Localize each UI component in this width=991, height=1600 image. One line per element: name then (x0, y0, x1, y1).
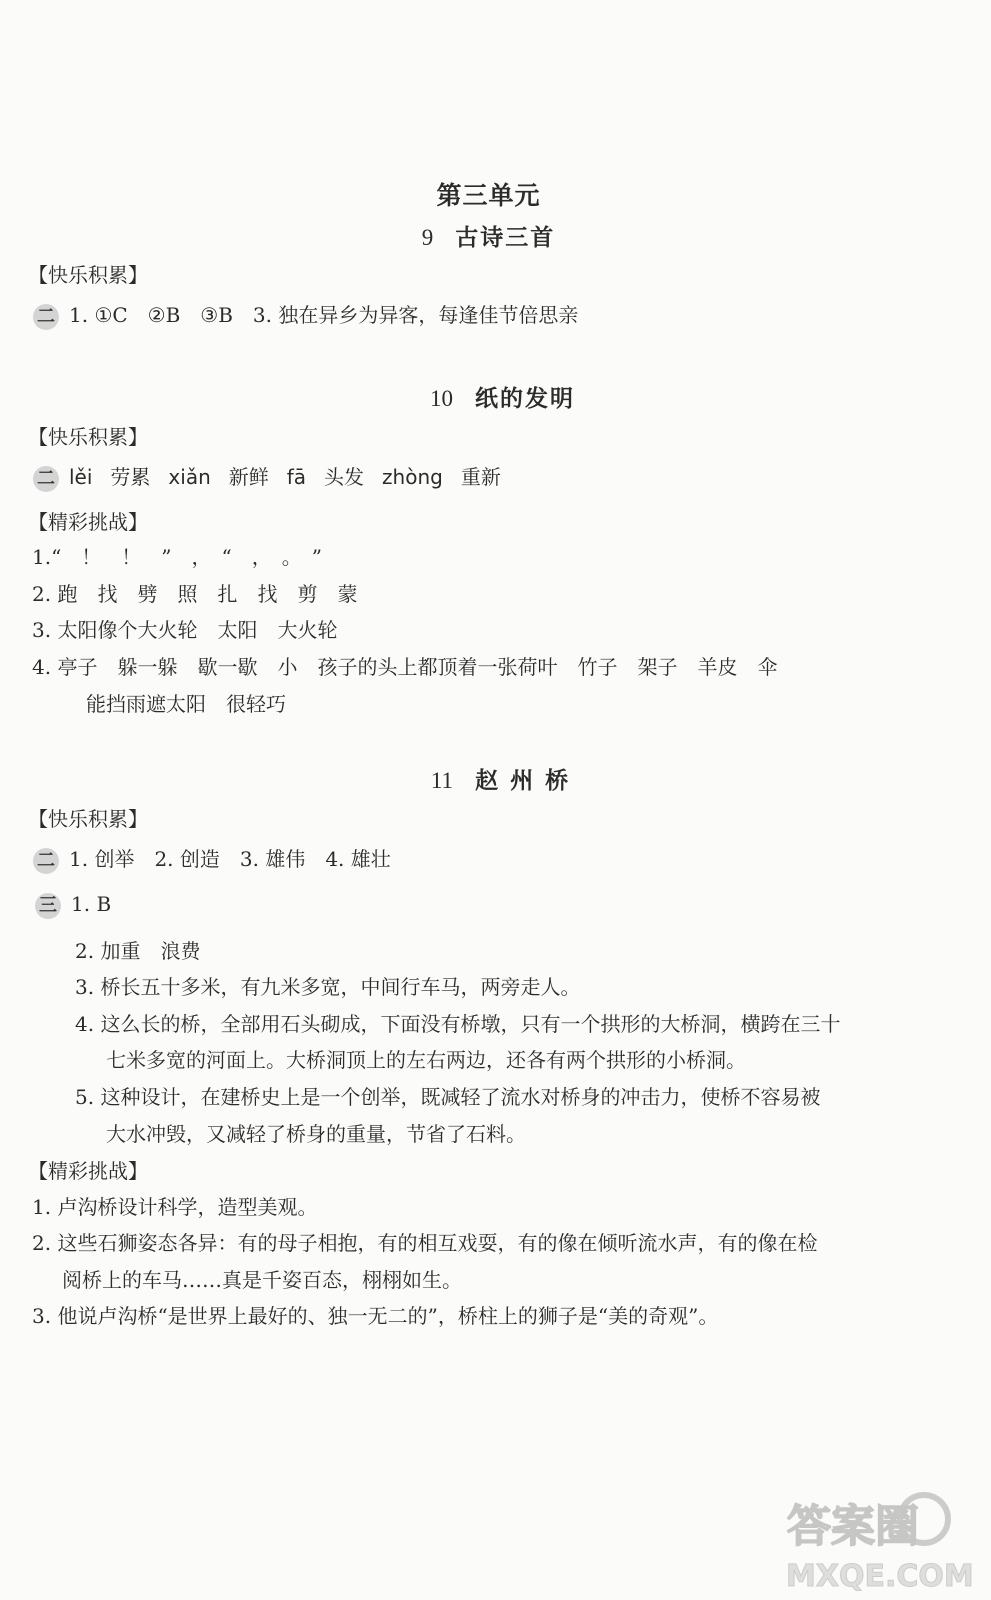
answer-line: 大水冲毁，又减轻了桥身的重量，节省了石料。 (106, 1122, 526, 1146)
watermark-bottom-text: MXQE.COM (786, 1559, 974, 1594)
answer-line: 5. 这种设计，在建桥史上是一个创举，既减轻了流水对桥身的冲击力，使桥不容易被 (75, 1085, 821, 1109)
lesson-name: 古诗三首 (455, 225, 556, 251)
answer-text: 1. B (71, 892, 112, 916)
section-label-jingcai: 【精彩挑战】 (28, 510, 148, 534)
unit-title: 第三单元 (436, 181, 541, 210)
answer-line: 2. 加重 浪费 (75, 939, 201, 963)
lesson-number: 10 (430, 386, 453, 411)
word: 新鲜 (228, 465, 269, 489)
answer-text: 1. 创举 2. 创造 3. 雄伟 4. 雄壮 (69, 847, 391, 871)
section-label-kuaile: 【快乐积累】 (28, 425, 148, 449)
section-label-kuaile: 【快乐积累】 (28, 807, 148, 831)
answer-text: 1. ①C ②B ③B 3. 独在异乡为异客，每逢佳节倍思亲 (69, 303, 579, 327)
answer-line (35, 892, 111, 919)
watermark-logo (782, 1483, 974, 1594)
answer-line: 2. 跑 找 劈 照 扎 找 剪 蒙 (32, 582, 358, 606)
answer-line: 4. 亭子 躲一躲 歇一歇 小 孩子的头上都顶着一张荷叶 竹子 架子 羊皮 伞 (32, 655, 778, 679)
answer-line (33, 299, 578, 330)
answer-line: 3. 他说卢沟桥“是世界上最好的、独一无二的”，桥柱上的狮子是“美的奇观”。 (32, 1304, 719, 1328)
word: 重新 (460, 465, 501, 489)
badge-er-icon: 二 (33, 466, 59, 492)
pinyin: xiǎn (168, 465, 211, 489)
lesson-11-heading (12, 762, 989, 795)
answer-line: 3. 太阳像个大火轮 太阳 大火轮 (32, 618, 338, 642)
lesson-9-heading (0, 219, 977, 252)
answer-line: 2. 这些石狮姿态各异：有的母子相抱，有的相互戏耍，有的像在倾听流水声，有的像在检 (32, 1231, 818, 1255)
word: 头发 (324, 465, 365, 489)
watermark-icon (782, 1483, 974, 1594)
lesson-name: 赵 州 桥 (475, 768, 571, 794)
section-label-kuaile: 【快乐积累】 (28, 263, 148, 287)
answer-line (33, 461, 501, 492)
lesson-name: 纸的发明 (475, 386, 575, 412)
lesson-number: 9 (421, 225, 434, 250)
watermark-top-text: 答案圈 (787, 1501, 919, 1552)
pinyin: fā (286, 465, 307, 489)
badge-san-icon: 三 (35, 893, 61, 919)
section-label-jingcai: 【精彩挑战】 (28, 1159, 148, 1183)
answer-line: 3. 桥长五十多米，有九米多宽，中间行车马，两旁走人。 (75, 975, 581, 999)
lesson-10-heading (14, 380, 991, 413)
lesson-number: 11 (430, 768, 454, 793)
answer-line: 阅桥上的车马……真是千姿百态，栩栩如生。 (62, 1268, 462, 1292)
answer-line: 能挡雨遮太阳 很轻巧 (86, 692, 286, 716)
badge-er-icon: 二 (33, 304, 59, 330)
word: 劳累 (110, 465, 151, 489)
answer-line: 1. 卢沟桥设计科学，造型美观。 (32, 1195, 318, 1219)
answer-line (33, 843, 391, 874)
answer-line: 4. 这么长的桥，全部用石头砌成，下面没有桥墩，只有一个拱形的大桥洞，横跨在三十 (75, 1012, 841, 1036)
pinyin: lěi (69, 465, 93, 489)
pinyin: zhòng (382, 465, 443, 489)
answer-line: 七米多宽的河面上。大桥洞顶上的左右两边，还各有两个拱形的小桥洞。 (106, 1048, 746, 1072)
answer-line: 1.“ ！ ！ ” ， “ ， 。 ” (32, 545, 322, 569)
badge-er-icon: 二 (33, 848, 59, 874)
